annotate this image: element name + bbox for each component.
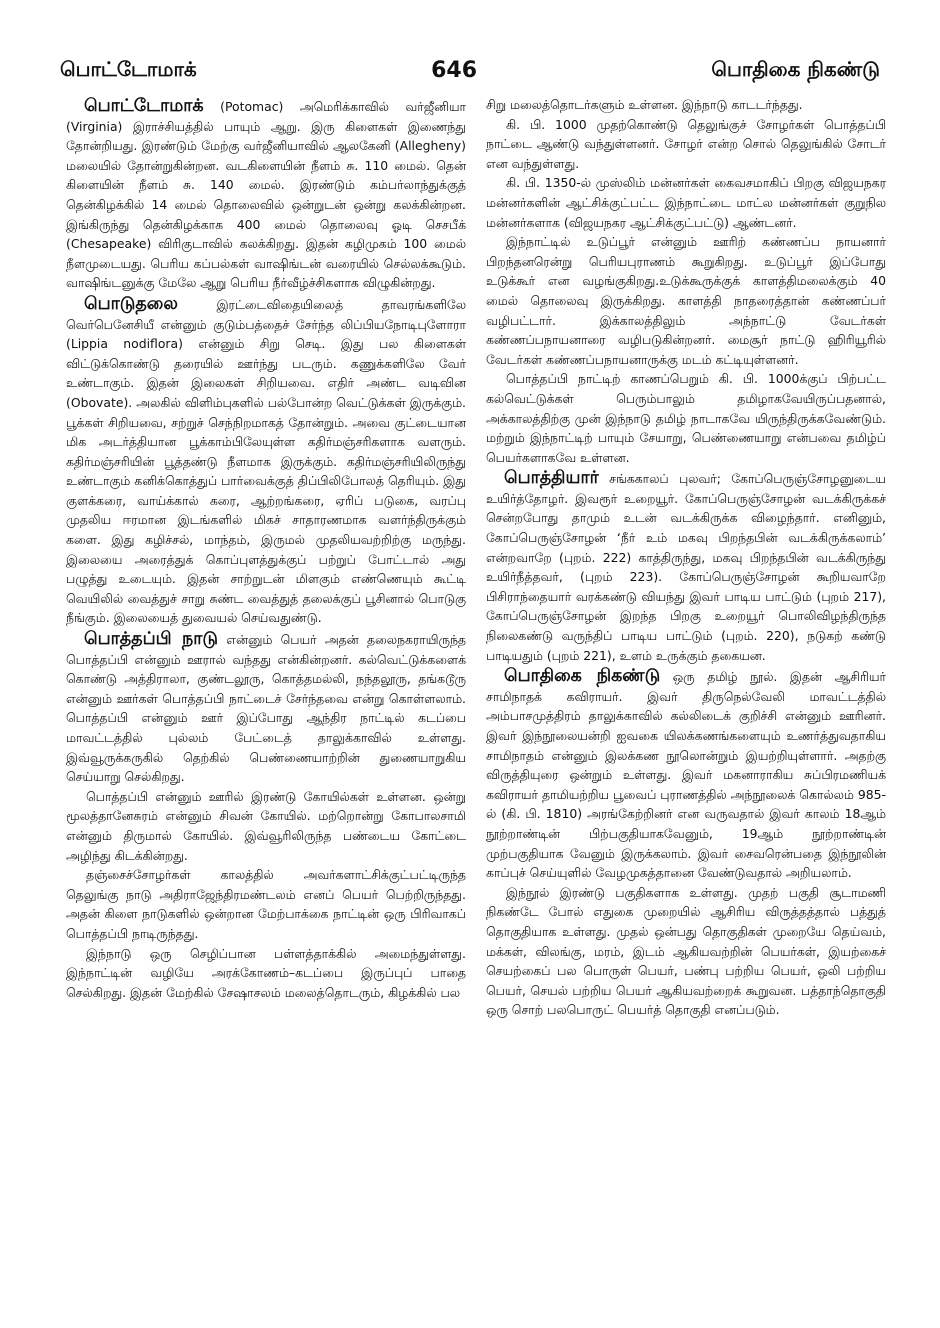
paragraph: இந்நூல் இரண்டு பகுதிகளாக உள்ளது. முதற் பகுதி சூடாமணி நிகண்டே போல் எதுகை முறையில் ஆசிரிய விருத்தத்தால் பத்துத் தொகுதியாக உள்ளது. முதல் ஒன்பது தொகுதிகள் முறையே தெய்வம், மக்கள், விலங்கு, மரம், இடம் ஆகியவற்றின் பெயர்கள், இயற்கைச் செயற்கைப் பல பொருள் பெயர், பண்பு பற்றிய பெயர், ஒலி பற்றிய பெயர், செயல் பற்றிய பெயர் ஆகியவற்றைக் கூறுவன. பத்தாந்தொகுதி ஒரு சொற் பலபொருட் பெயர்த் தொகுதி எனப்படும். bbox=[486, 884, 886, 1018]
entry-text: சங்ககாலப் புலவர்; கோப்பெருஞ்சோழனுடைய உயிர்த்தோழர். இவரூர் உறையூர். கோப்பெருஞ்சோழன் வடக்கிருக்கச் சென்றபோது தாமும் உடன் வடக்கிருக்க விழைந்தார். எனினும், கோப்பெருஞ்சோழன் ‘நீர் உம் மகவு பிறந்தபின் வடக்கிருக்கலாம்’ என்றவாறே (புறம். 222) காத்திருந்து, மகவு பிறந்தபின் வடக்கிருந்து உயிர்நீத்தவர், (புறம் 223). கோப்பெருஞ்சோழன் கூறியவாறே பிசிராந்தையார் வரக்கண்டு வியந்து இவர் பாடிய பாட்டும் (புறம் 217), கோப்பெருஞ்சோழன் இறந்த பிறகு உறையூர் பொலிவிழந்திருந்த நிலைகண்டு வருந்திப் பாடிய பாட்டும் (புறம். 220), நடுகற் கண்டு பாடியதும் (புறம் 221), உளம் உருக்கும் தகையன. bbox=[486, 471, 886, 663]
paragraph-continued: சிறு மலைத்தொடர்களும் உள்ளன. இந்நாடு காடடர்ந்தது. bbox=[486, 97, 803, 112]
paragraph: தஞ்சைச்சோழர்கள் காலத்தில் அவர்களாட்சிக்குட்பட்டிருந்த தெலுங்கு நாடு அதிராஜேந்திரமண்டலம் எனப் பெயர் பெற்றிருந்தது. அதன் கிளை நாடுகளில் ஒன்றான மேற்பாக்கை நாட்டின் ஒரு பிரிவாகப் பொத்தப்பி நாடிருந்தது. bbox=[66, 867, 466, 941]
header-left-title: பொட்டோமாக் bbox=[60, 56, 197, 81]
entry-heading: பொத்தப்பி நாடு bbox=[84, 629, 218, 650]
entry-text: இரட்டைவிதையிலைத் தாவரங்களிலே வெர்பெனேசியீ என்னும் குடும்பத்தைச் சேர்ந்த லிப்பியநோடிபுளோரா (Lippia nodiflora) என்னும் சிறு செடி. இது பல கிளைகள் விட்டுக்கொண்டு தரையில் ஊர்ந்து படரும். கணுக்களிலே வேர் உண்டாகும். இதன் இலைகள் சிறியவை. எதிர் அண்ட வடிவின (Obovate). அலகில் விளிம்புகளில் பல்போன்ற வெட்டுக்கள் இருக்கும். பூக்கள் சிறியவை, சற்றுச் செந்நிறமாகத் தோன்றும். அவை குட்டையான மிக அடர்த்தியான பூக்காம்பிலேயுள்ள கதிர்மஞ்சரிகளாக வளரும். கதிர்மஞ்சரியின் பூத்தண்டு நீளமாக இருக்கும். கதிர்மஞ்சரியிலிருந்து உண்டாகும் கனிக்கொத்துப் பார்வைக்குத் திப்பிலிபோலத் தெரியும். இது குளக்கரை, வாய்க்கால் கரை, ஆற்றங்கரை, ஏரிப் படுகை, வரப்பு முதலிய ஈரமான இடங்களில் மிகச் சாதாரணமாக வளர்ந்திருக்கும் களை. இது கழிச்சல், மாந்தம், இருமல் முதலியவற்றிற்கு மருந்து. இலையை அரைத்துக் கொப்புளத்துக்குப் பற்றுப் போட்டால் அது பழுத்து உடையும். இதன் சாற்றுடன் மிளகும் எண்ணெயும் கூட்டி வெயிலில் வைத்துச் சாறு சுண்ட வைத்துத் தலைக்குப் பூசினால் பொடுகு நீங்கும். இலையைத் துவையல் செய்வதுண்டு. bbox=[66, 296, 466, 626]
paragraph: இந்நாட்டில் உடுப்பூர் என்னும் ஊரிற் கண்ணப்ப நாயனார் பிறந்தனரென்று பெரியபுராணம் கூறுகிறது. உடுப்பூர் இப்போது உடுக்கூர் என வழங்குகிறது.உடுக்கூருக்குக் காளத்திமலைக்கும் 40 மைல் தொலைவு இருக்கிறது. காளத்தி நாதரைத்தான் கண்ணப்பர் வழிபட்டார். இக்காலத்திலும் அந்நாட்டு வேடர்கள் கண்ணப்பநாயனாரை வழிபடுகின்றனர். மைசூர் நாட்டு ஹிரியூரில் வேடர்கள் கண்ணப்பநாயனாருக்கு மடம் கட்டியுள்ளனர். bbox=[486, 234, 886, 367]
entry-heading: பொட்டோமாக் bbox=[84, 96, 204, 116]
entry-pothigai-nigandu bbox=[486, 667, 886, 883]
paragraph: இந்நாடு ஒரு செழிப்பான பள்ளத்தாக்கில் அமைந்துள்ளது. இந்நாட்டின் வழியே அரக்கோணம்–கடப்பை இருப்புப் பாதை செல்கிறது. இதன் மேற்கில் சேஷாசலம் மலைத்தொடரும், கிழக்கில் பல bbox=[66, 945, 466, 1000]
entry-pottappi-nadu bbox=[66, 630, 466, 787]
paragraph: பொத்தப்பி என்னும் ஊரில் இரண்டு கோயில்கள் உள்ளன. ஒன்று மூலத்தானேசுரம் என்னும் சிவன் கோயில். மற்றொன்று கோபாலசாமி என்னும் திருமால் கோயில். இவ்வூரிலிருந்த பண்டைய கோட்டை அழிந்து கிடக்கின்றது. bbox=[66, 788, 466, 863]
left-column bbox=[66, 95, 466, 1295]
entry-pothiyar bbox=[486, 469, 886, 665]
entry-podudhalai bbox=[66, 295, 466, 628]
entry-heading: பொடுதலை bbox=[84, 293, 178, 314]
paragraph: கி. பி. 1350-ல் முஸ்லிம் மன்னர்கள் கைவசமாகிப் பிறகு விஜயநகர மன்னர்களின் ஆட்சிக்குட்பட்ட இந்நாட்டை மாட்ல மன்னர்கள் குறுநில மன்னர்களாக (விஜயநகர ஆட்சிக்குட்பட்டு) ஆண்டனர். bbox=[486, 175, 886, 230]
entry-text: என்னும் பெயர் அதன் தலைநகராயிருந்த பொத்தப்பி என்னும் ஊரால் வந்தது என்கின்றனர். கல்வெட்டுக்களைக் கொண்டு அத்திராலா, குண்டலூரு, கொத்தமல்லி, நந்தலூரு, தங்கடூரு என்னும் ஊர்கள் பொத்தப்பி நாட்டைச் சேர்ந்தவை என்று கொள்ளலாம். பொத்தப்பி என்னும் ஊர் இப்போது ஆந்திர நாட்டில் கடப்பை மாவட்டத்தில் புல்லம் பேட்டைத் தாலுக்காவில் உள்ளது. இவ்வூருக்கருகில் தெற்கில் பெண்ணையாற்றின் துணையாறுகிய செய்யாறு செல்கிறது. bbox=[66, 632, 466, 785]
entry-heading: பொத்தியார் bbox=[504, 468, 599, 489]
entry-heading: பொதிகை நிகண்டு bbox=[504, 666, 661, 687]
paragraph: பொத்தப்பி நாட்டிற் காணப்பெறும் கி. பி. 1000க்குப் பிற்பட்ட கல்வெட்டுக்கள் பெரும்பாலும் தமிழாகவேயிருப்பதனால், அக்காலத்திற்கு முன் இந்நாடு தமிழ் நாடாகவே யிருந்திருக்கவேண்டும். மற்றும் இந்நாட்டிற் பாயும் சேயாறு, பெண்ணையாறு என்பவை தமிழ்ப் பெயர்களாகவே உள்ளன. bbox=[486, 371, 886, 465]
entry-potomac bbox=[66, 97, 466, 293]
header-right-title: பொதிகை நிகண்டு bbox=[711, 56, 880, 81]
entry-text: ஒரு தமிழ் நூல். இதன் ஆசிரியர் சாமிநாதக் கவிராயர். இவர் திருநெல்வேலி மாவட்டத்தில் அம்பாசமுத்திரம் தாலுக்காவில் கல்லிடைக் குறிச்சி என்னும் ஊரினர். இவர் இந்நூலையன்றி ஐவகை யிலக்கணங்களையும் உணர்த்துவதாகிய சாமிநாதம் என்னும் இலக்கண நூலொன்றும் இயற்றியுள்ளார். அதற்கு விருத்தியுரை ஒன்றும் உள்ளது. இவர் மகனாராகிய சுப்பிரமணியக் கவிராயர் தாமியற்றிய பூவைப் புராணத்தில் அந்நூலைக் கொல்லம் 985-ல் (கி. பி. 1810) அரங்கேற்றினர் என வருவதால் இவர் காலம் 18ஆம் நூற்றாண்டின் பிற்பகுதியாகவேனும், 19ஆம் நூற்றாண்டின் முற்பகுதியாக வேனும் இருக்கலாம். இவர் சைவரென்பதை இந்நூலின் காப்புச் செய்யுளில் வேழமுகத்தானை வேண்டுவதால் அறியலாம். bbox=[486, 669, 886, 881]
page-number: 646 bbox=[431, 57, 478, 83]
right-column bbox=[486, 95, 886, 1295]
running-header bbox=[60, 50, 880, 90]
entry-text: (Potomac) அமெரிக்காவில் வர்ஜீனியா (Virginia) இராச்சியத்தில் பாயும் ஆறு. இரு கிளைகள் இணைந்து தோன்றியது. இரண்டும் மேற்கு வர்ஜீனியாவில் ஆலகேனி (Allegheny) மலையில் தோன்றுகின்றன. வடகிளையின் நீளம் சு. 110 மைல். தென் கிளையின் நீளம் சு. 140 மைல். இரண்டும் கம்பர்லாந்துக்குத் தென்கிழக்கில் 14 மைல் தொலைவில் ஒன்றுடன் ஒன்று கலக்கின்றன. இங்கிருந்து தென்கிழக்காக 400 மைல் தொலைவு ஓடி செசபீக் (Chesapeake) விரிகுடாவில் கலக்கிறது. இதன் கழிமுகம் 100 மைல் நீளமுடையது. பெரிய கப்பல்கள் வாஷிங்டன் வரையில் செல்லக்கூடும். வாஷிங்டனுக்கு மேலே ஆறு பெரிய நீர்வீழ்ச்சிகளாக விழுகின்றது. bbox=[66, 99, 466, 291]
paragraph: கி. பி. 1000 முதற்கொண்டு தெலுங்குச் சோழர்கள் பொத்தப்பி நாட்டை ஆண்டு வந்துள்ளனர். சோழர் என்ற சொல் தெலுங்கில் சோடர் என வந்துள்ளது. bbox=[486, 116, 886, 171]
text-columns bbox=[66, 95, 886, 1295]
